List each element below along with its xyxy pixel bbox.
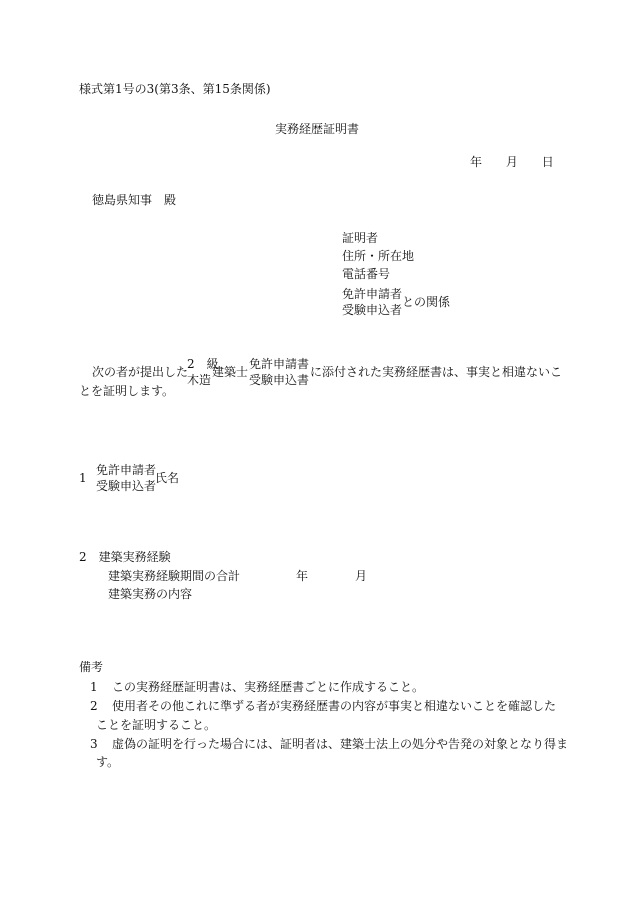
relation-exam-applicant: 受験申込者 xyxy=(342,303,403,318)
certifier-phone-label: 電話番号 xyxy=(342,267,391,281)
statement-architect: 建築士 xyxy=(212,365,249,379)
doc-license-application: 免許申請書 xyxy=(249,357,310,371)
date-month: 月 xyxy=(505,155,518,169)
note-text: 虚偽の証明を行った場合には、証明者は、建築士法上の処分や告発の対象となり得ま xyxy=(112,737,569,751)
certifier-label: 証明者 xyxy=(342,231,379,245)
section2-heading: 2 建築実務経験 xyxy=(79,550,171,564)
document-title: 実務経歴証明書 xyxy=(275,122,360,136)
note-item-3 xyxy=(90,737,568,752)
grade-wooden: 木造 xyxy=(187,373,212,388)
note-number: 1 xyxy=(90,680,98,694)
note-item-1 xyxy=(90,680,424,695)
experience-total-label: 建築実務経験期間の合計 xyxy=(108,569,241,583)
note-item-2-cont: ことを証明すること。 xyxy=(96,718,217,732)
date-line xyxy=(470,155,554,170)
certifier-relation-suffix: との関係 xyxy=(402,295,451,309)
addressee: 徳島県知事 殿 xyxy=(92,193,177,207)
note-number: 2 xyxy=(90,699,98,713)
section1-name-label: 氏名 xyxy=(155,471,180,485)
statement-suffix: に添付された実務経歴書は、事実と相違ないこ xyxy=(310,365,563,379)
statement-line2: とを証明します。 xyxy=(79,384,175,398)
statement-prefix: 次の者が提出した xyxy=(92,365,189,379)
note-item-3-cont: す。 xyxy=(96,755,120,769)
note-text: 使用者その他これに準ずる者が実務経歴書の内容が事実と相違ないことを確認した xyxy=(112,699,557,713)
experience-total-year: 年 xyxy=(296,569,309,583)
date-day: 日 xyxy=(541,155,554,169)
note-text: この実務経歴証明書は、実務経歴書ごとに作成すること。 xyxy=(112,680,425,694)
relation-license-applicant: 免許申請者 xyxy=(342,287,403,301)
experience-content-label: 建築実務の内容 xyxy=(108,587,193,601)
certifier-address-label: 住所・所在地 xyxy=(342,249,415,263)
grade-second-class: 2 級 xyxy=(187,357,219,371)
note-number: 3 xyxy=(90,737,98,751)
section1-number: 1 xyxy=(79,471,87,485)
section1-label-stack xyxy=(96,462,156,494)
doc-exam-application: 受験申込書 xyxy=(249,373,310,388)
certifier-relation-stack xyxy=(342,286,402,318)
notes-heading: 備考 xyxy=(79,660,104,674)
section1-exam-applicant: 受験申込者 xyxy=(96,479,157,494)
date-year: 年 xyxy=(470,155,483,169)
experience-total-month: 月 xyxy=(355,569,368,583)
note-item-2 xyxy=(90,699,556,714)
section1-license-applicant: 免許申請者 xyxy=(96,463,157,477)
form-number: 様式第1号の3(第3条、第15条関係) xyxy=(79,82,271,96)
statement-doc-stack xyxy=(249,356,309,388)
